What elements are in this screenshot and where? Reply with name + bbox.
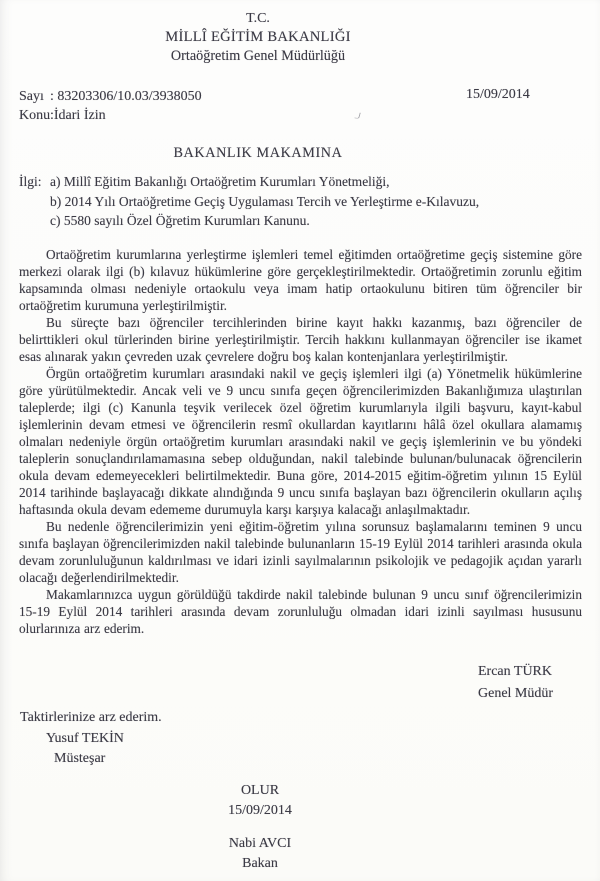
letterhead-republic: T.C. xyxy=(246,11,270,26)
paragraph-1: Ortaöğretim kurumlarına yerleştirme işlemleri temel eğitimden ortaöğretime geçiş sistemine göre merkezi olarak ilgi (b) kılavuz hükümlerine göre gerçekleştirilmektedir. Ortaöğretimin zorunlu eğitim kapsamında olması nedeniyle ortaokulu veya imam hatip ortaokulunu bitiren tüm öğrenciler bir ortaöğretim kurumuna yerleştirilmiştir. xyxy=(19,247,582,313)
signature-left-name: Yusuf TEKİN xyxy=(46,730,124,746)
approval-name: Nabi AVCI xyxy=(228,836,292,851)
reference-item-a: a) Millî Eğitim Bakanlığı Ortaöğretim Kurumları Yönetmeliği, xyxy=(50,174,390,189)
scan-artifact xyxy=(354,111,361,119)
konu-label: Konu xyxy=(19,108,51,123)
signature-right-title: Genel Müdür xyxy=(478,685,554,701)
konu-line xyxy=(19,106,202,125)
signature-left-note: Taktirlerinize arz ederim. xyxy=(20,710,162,725)
paragraph-3: Örgün ortaöğretim kurumları arasındaki nakil ve geçiş işlemleri ilgi (a) Yönetmelik hükümlerine göre yürütülmektedir. Ancak veli ve 9 uncu sınıfa geçen öğrencilerimizden Bakanlığımıza ulaştırılan taleplerde; ilgi (c) Kanunla teşvik verilecek özel öğretim kurumlarıyla ilgili başvuru, kayıt-kabul işlemlerinin devam etmesi ve öğrencilerin resmî okullardan kayıtlarını hâlâ özel okullara alamamış olmaları nedeniyle örgün ortaöğretim kurumları arasındaki nakil ve geçiş işlemlerinin ve bu yöndeki taleplerin sonuçlandırılamamasına sebep olduğundan, nakil talebinde bulunan/bulunacak öğrencilerin okula devam edemeyecekleri belirtilmektedir. Buna göre, 2014-2015 eğitim-öğretim yılının 15 Eylül 2014 tarihinde başlayacağı dikkate alındığında 9 uncu sınıfa başlayan bazı öğrencilerin okulların açılış haftasında okula devam edememe durumuyla karşı karşıya kalacağı anlaşılmaktadır. xyxy=(19,366,582,517)
approval-block xyxy=(0,781,520,874)
sayi-label: Sayı xyxy=(19,89,44,104)
signature-left-title: Müsteşar xyxy=(54,751,106,766)
sayi-line xyxy=(19,87,202,106)
paragraph-5: Makamlarınızca uygun görüldüğü takdirde nakil talebinde bulunan 9 uncu sınıf öğrencilerimizin 15-19 Eylül 2014 tarihleri arasında devam zorunluluğu olmadan idari izinli sayılması hususunu olurlarınıza arz ederim. xyxy=(19,587,582,636)
document-meta xyxy=(19,87,202,125)
paragraph-2: Bu süreçte bazı öğrenciler tercihlerinden birine kayıt hakkı kazanmış, bazı öğrenciler de belirttikleri okul türlerinden birine yerleştirilmiştir. Tercih hakkını kullanmayan öğrenciler ise ikamet esas alınarak yakın çevreden uzak çevrelere doğru boş kalan kontenjanlara yerleştirilmiştir. xyxy=(19,315,582,364)
letterhead-ministry: MİLLÎ EĞİTİM BAKANLIĞI xyxy=(165,29,351,45)
references-items xyxy=(50,172,479,231)
signature-general-director xyxy=(478,661,553,704)
letter-body xyxy=(19,246,582,637)
sayi-value: : 83203306/10.03/3938050 xyxy=(50,89,202,104)
paragraph-4: Bu nedenle öğrencilerimizin yeni eğitim-öğretim yılına sorunsuz başlamalarını teminen 9 uncu sınıfa başlayan öğrencilerimizden nakil talebinde bulunanların 15-19 Eylül 2014 tarihleri arasında okula devam zorunluluğunun kaldırılması ve idari izinli sayılmalarının psikolojik ve pedagojik açıdan yararlı olacağı değerlendirilmektedir. xyxy=(19,519,582,585)
konu-value: :İdari İzin xyxy=(50,108,106,123)
reference-item-c: c) 5580 sayılı Özel Öğretim Kurumları Kanunu. xyxy=(50,213,310,229)
letterhead-directorate: Ortaöğretim Genel Müdürlüğü xyxy=(170,48,346,64)
approval-heading: OLUR xyxy=(240,783,280,798)
approval-date: 15/09/2014 xyxy=(228,803,292,818)
references-label: İlgi: xyxy=(19,174,42,189)
approval-title: Bakan xyxy=(242,856,278,871)
recipient-heading: BAKANLIK MAKAMINA xyxy=(173,145,343,161)
signature-right-name: Ercan TÜRK xyxy=(478,664,552,679)
signature-undersecretary xyxy=(20,708,162,770)
document-date: 15/09/2014 xyxy=(466,87,530,102)
letterhead xyxy=(0,9,516,66)
reference-item-b: b) 2014 Yılı Ortaöğretime Geçiş Uygulaması Tercih ve Yerleştirme e-Kılavuzu, xyxy=(50,193,480,209)
references-block xyxy=(19,172,479,231)
